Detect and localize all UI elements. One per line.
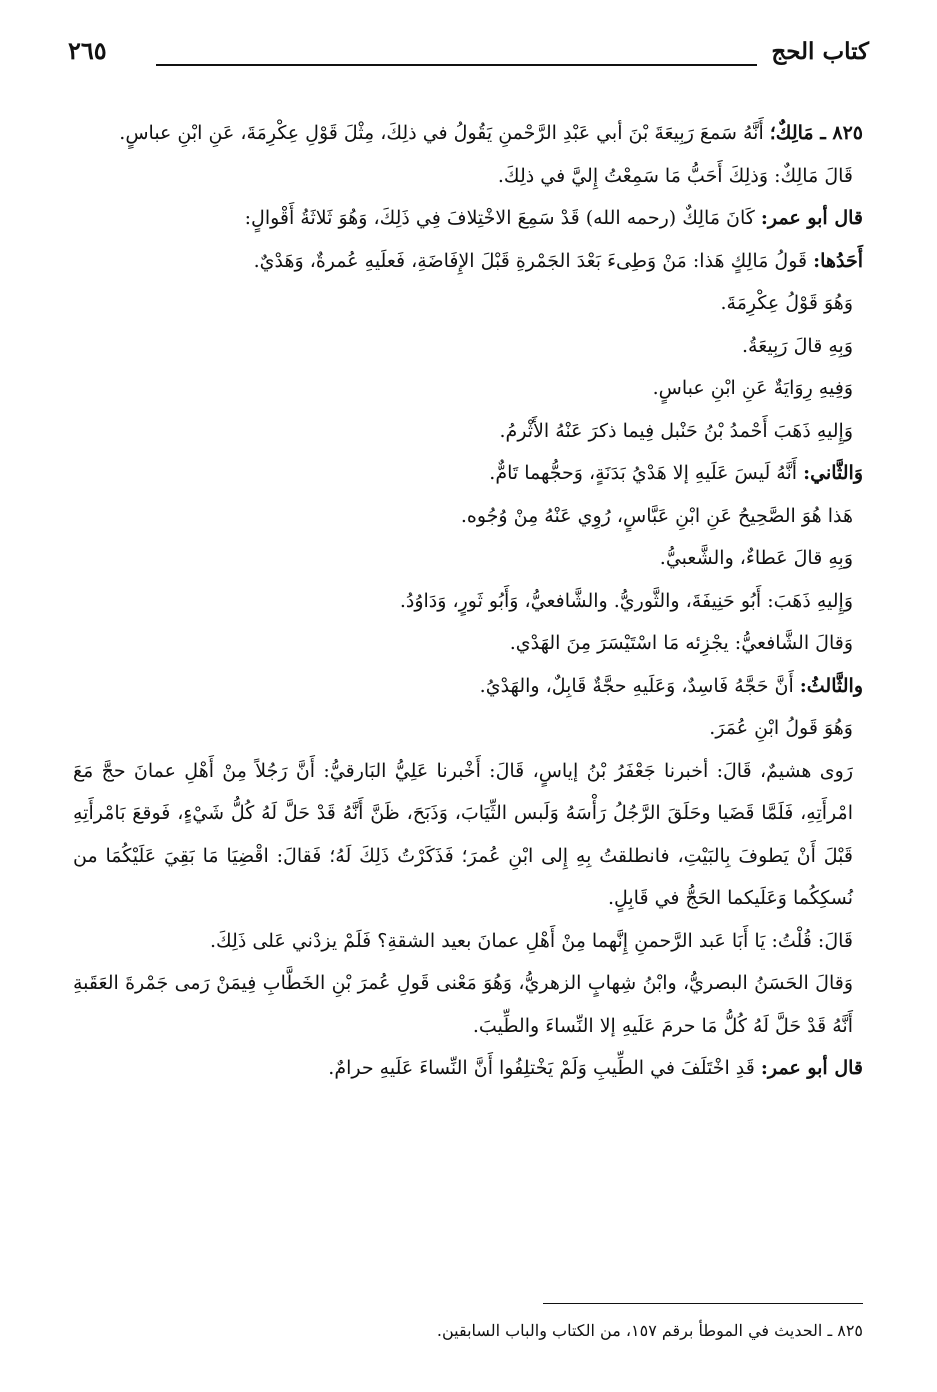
footnote-rule [543,1303,863,1304]
paragraph-text: وَإِليهِ ذَهَبَ أَحْمدُ بْنُ حَنْبل فِيما ذكرَ عَنْهُ الأَثْرمُ. [499,419,853,442]
paragraph [73,240,863,283]
page-number: ٢٦٥ [68,36,107,65]
paragraph-text: وَإِليهِ ذَهَبَ: أَبُو حَنِيفَةَ، والثَّوريُّ. والشَّافعيُّ، وَأَبُو ثَورٍ، وَدَاوُدُ. [399,589,853,612]
paragraph-text: كَانَ مَالِكٌ (رحمه الله) قَدْ سَمِعَ الاخْتِلافَ فِي ذَلِكَ، وَهُوَ ثَلاثَةُ أَقْوالٍ: [244,207,761,229]
footnote: ٨٢٥ ـ الحديث في الموطأ برقم ١٥٧، من الكتاب والباب السابقين. [436,1321,863,1340]
paragraph-text: أَنَّهُ لَيسَ عَلَيهِ إلا هَدْيُ بَدَنَةٍ، وَحجُّهما تَامٌّ. [489,462,804,484]
paragraph [73,1047,863,1090]
paragraph-text: هَذا هُوَ الصَّحِيحُ عَنِ ابْنِ عَبَّاسٍ، رُوِي عَنْهُ مِنْ وُجُوه. [460,504,853,527]
paragraph [73,622,863,665]
paragraph-text: أَنَّ حَجَّهُ فَاسِدٌ، وَعَلَيهِ حجَّةٌ قَابِلٌ، والهَدْيُ. [479,674,800,697]
paragraph [73,112,863,155]
header-rule [156,64,757,66]
paragraph-label: قال أبو عمر: [760,207,863,229]
paragraph [73,920,863,963]
paragraph-text: وَقالَ الحَسَنُ البصريُّ، وابْنُ شِهابٍ الزهريُّ، وَهُوَ مَعْنى قَولِ عُمرَ بْنِ الخَطَّابِ فِيمَنْ رَمى جَمْرةَ العَقَبةِ أَنَّهُ قَدْ حَلَّ لَهُ كُلُّ مَا حرمَ عَلَيهِ إلا النِّساءَ والطِّيبَ. [73,972,853,1037]
paragraph-label: وَالثَّاني: [803,462,863,484]
paragraph [73,750,863,920]
paragraph [73,665,863,708]
paragraph-label: والثَّالثُ: [799,674,863,697]
paragraph [73,410,863,453]
paragraph [73,495,863,538]
paragraph [73,707,863,750]
paragraph-text: قَولُ مَالِكٍ هَذا: مَنْ وَطِىءَ بَعْدَ الجَمْرةِ قَبْلَ الإِفَاضَةِ، فَعلَيهِ عُمرةٌ، وَهَدْيٌ. [253,249,814,272]
paragraph-text: قَالَ: قُلْتُ: يَا أَبَا عَبد الرَّحمنِ إِنَّهما مِنْ أَهْلِ عمانَ بعيد الشقةِ؟ فَلَمْ يزدْني عَلى ذَلِكَ. [209,929,853,952]
paragraph [73,155,863,198]
paragraph-text: وَبِهِ قالَ عَطاءٌ، والشَّعبيُّ. [659,547,853,569]
paragraph-label: أَحَدُها: [813,249,863,272]
paragraph-label: ٨٢٥ ـ مَالِكٌ؛ [769,122,863,144]
book-title: كتاب الحج [771,38,869,65]
paragraph-text: وَقالَ الشَّافعيُّ: يجْزِئه مَا اسْتَيْسَرَ مِنَ الهَدْي. [509,632,853,654]
paragraph-text: وَفِيهِ رِوَايَةٌ عَنِ ابْنِ عباسٍ. [652,377,853,399]
page-header [68,34,869,74]
paragraph [73,537,863,580]
paragraph [73,325,863,368]
paragraph [73,367,863,410]
paragraph [73,452,863,495]
paragraph-text: أَنَّهُ سَمعَ رَبِيعَةَ بْنَ أبي عَبْدِ الرَّحْمنِ يَقُولُ في ذلِكَ، مِثْلَ قَوْلِ عِكْرِمَةَ، عَنِ ابْنِ عباسٍ. [119,122,770,144]
paragraph [73,580,863,623]
main-text [73,112,863,1090]
paragraph-text: رَوى هشيمٌ، قَالَ: أخبرنا جَعْفَرُ بْنُ إياسٍ، قَالَ: أَخْبرنا عَلِيُّ البَارقيُّ: أَنَّ رَجُلاً مِنْ أَهْلِ عمانَ حجَّ مَعَ امْرأَتِهِ، فَلَمَّا قَضَيا وحَلَقَ الرَّجُلُ رَأْسَهُ وَلَبس الثِّيَابَ، وَذَبَحَ، ظَنَّ أَنَّهُ قَدْ حَلَّ لَهُ كُلُّ شَيْءٍ، فَوقعَ بَامْرأَتِهِ قَبْلَ أَنْ يَطوفَ بِالبَيْتِ، فانطلقتُ بِهِ إِلى ابْنِ عُمرَ؛ فَذَكَرْتُ ذَلِكَ لَهُ؛ فَقالَ: اقْضِيَا مَا بَقِيَ عَلَيْكُمَا من نُسكِكُما وَعَلَيكما الحَجُّ في قَابِلٍ. [73,759,853,909]
paragraph-text: وَهُوَ قَولُ ابْنِ عُمَرَ. [709,717,853,739]
paragraph-text: وَهُوَ قَوْلُ عِكْرِمَةَ. [720,292,853,314]
paragraph [73,282,863,325]
paragraph [73,197,863,240]
paragraph-text: قَالَ مَالِكٌ: وَذلِكَ أَحَبُّ مَا سَمِعْتُ إِليَّ في ذلِكَ. [497,164,853,187]
paragraph [73,962,863,1047]
paragraph-text: وَبِهِ قالَ رَبِيعَةُ. [742,334,853,357]
paragraph-label: قال أبو عمر: [760,1057,863,1079]
paragraph-text: قَدِ اخْتَلَفَ في الطِّيبِ وَلَمْ يَخْتلِفُوا أَنَّ النِّساءَ عَلَيهِ حرامٌ. [328,1057,761,1079]
